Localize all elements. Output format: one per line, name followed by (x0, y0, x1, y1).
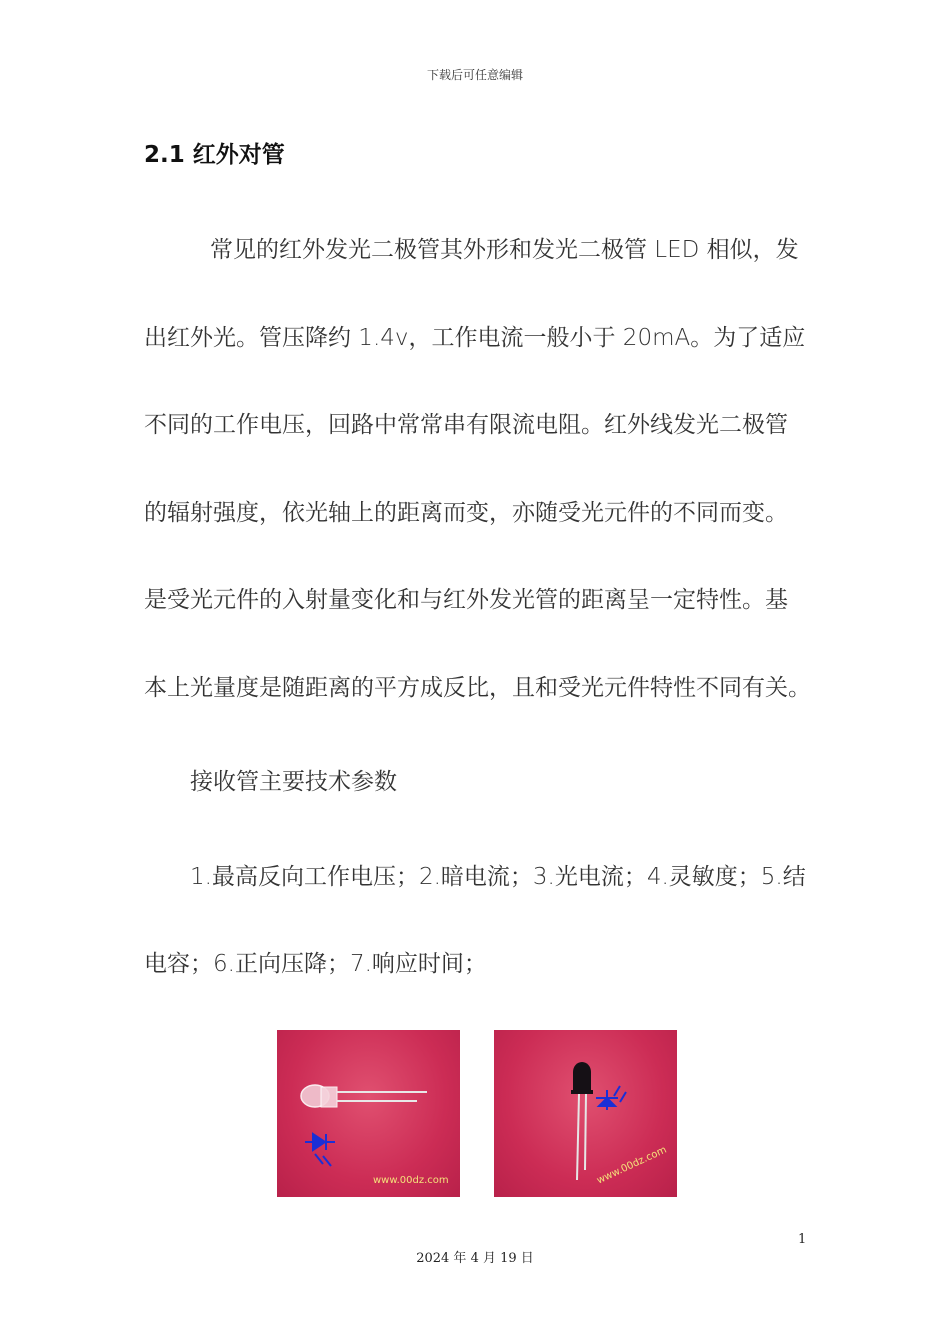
ir-emitter-photo (277, 1030, 460, 1197)
page-number: 1 (798, 1232, 807, 1247)
photo-watermark: www.00dz.com (595, 1144, 669, 1187)
paragraph-line-4: 的辐射强度，依光轴上的距离而变，亦随受光元件的不同而变。 (144, 500, 788, 526)
paragraph-line-6: 本上光量度是随距离的平方成反比，且和受光元件特性不同有关。 (144, 675, 811, 701)
subheading-receiver-params: 接收管主要技术参数 (190, 769, 397, 795)
params-line-1: 1.最高反向工作电压；2.暗电流；3.光电流；4.灵敏度；5.结 (190, 864, 806, 890)
section-heading: 2.1 红外对管 (144, 142, 285, 168)
led-symbol-icon (305, 1134, 335, 1166)
ir-receiver-illustration (494, 1030, 677, 1197)
photo-watermark: www.00dz.com (373, 1175, 449, 1186)
page-header: 下载后可任意编辑 (426, 68, 523, 82)
footer-date: 2024 年 4 月 19 日 (416, 1251, 534, 1266)
paragraph-line-1: 常见的红外发光二极管其外形和发光二极管 LED 相似，发 (210, 237, 799, 263)
ir-emitter-illustration (277, 1030, 460, 1197)
photodiode-symbol-icon (596, 1086, 626, 1110)
paragraph-line-3: 不同的工作电压，回路中常常串有限流电阻。红外线发光二极管 (144, 412, 788, 438)
paragraph-line-5: 是受光元件的入射量变化和与红外发光管的距离呈一定特性。基 (144, 587, 788, 613)
paragraph-line-2: 出红外光。管压降约 1.4v，工作电流一般小于 20mA。为了适应 (144, 325, 806, 351)
ir-receiver-photo (494, 1030, 677, 1197)
params-line-2: 电容；6.正向压降；7.响应时间； (144, 951, 487, 977)
